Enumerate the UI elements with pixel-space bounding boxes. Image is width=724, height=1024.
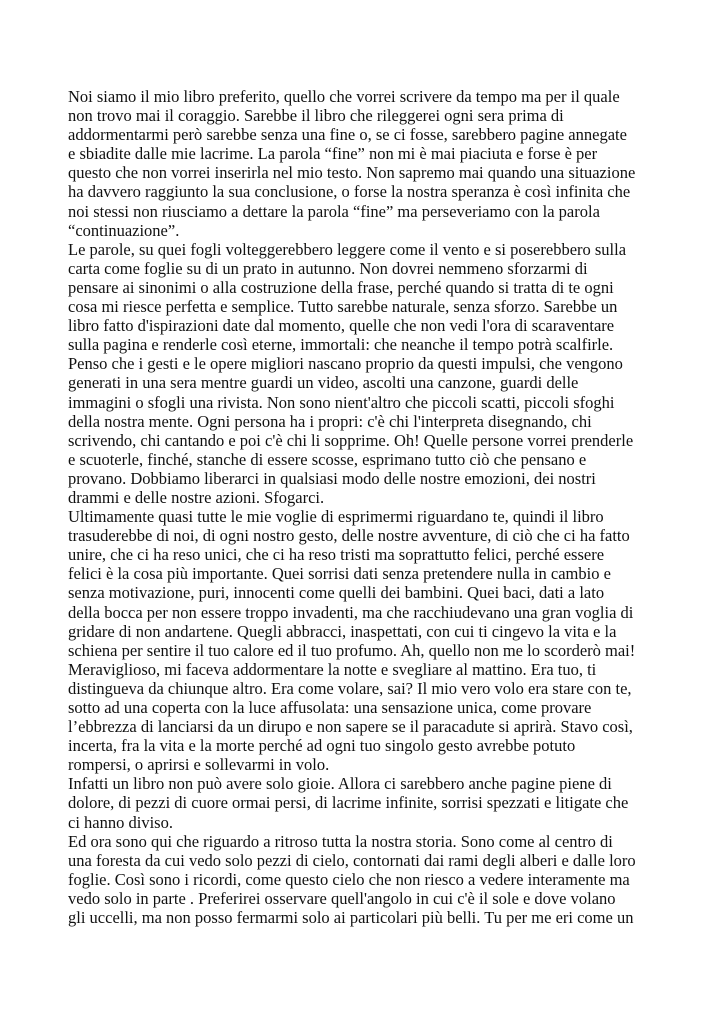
- text-line: questo che non vorrei inserirla nel mio testo. Non sapremo mai quando una situazione: [68, 163, 636, 183]
- text-line: “continuazione”.: [68, 220, 180, 240]
- document-body: [68, 87, 668, 927]
- text-line: foglie. Così sono i ricordi, come questo cielo che non riesco a vedere interamente ma: [68, 869, 630, 889]
- text-line: drammi e delle nostre azioni. Sfogarci.: [68, 487, 325, 507]
- text-line: felici è la cosa più importante. Quei sorrisi dati senza pretendere nulla in cambio e: [68, 564, 611, 584]
- text-line: Meraviglioso, mi faceva addormentare la notte e svegliare al mattino. Era tuo, ti: [68, 659, 597, 679]
- text-line: cosa mi riesce perfetta e semplice. Tutto sarebbe naturale, senza sforzo. Sarebbe un: [68, 297, 618, 317]
- text-line: rompersi, o aprirsi e sollevarmi in volo.: [68, 755, 330, 775]
- text-line: e sbiadite dalle mie lacrime. La parola “fine” non mi è mai piaciuta e forse è per: [68, 144, 598, 164]
- text-line: incerta, fra la vita e la morte perché ad ogni tuo singolo gesto avrebbe potuto: [68, 736, 576, 756]
- text-line: Ed ora sono qui che riguardo a ritroso tutta la nostra storia. Sono come al centro di: [68, 831, 613, 851]
- text-line: senza motivazione, puri, innocenti come quelli dei bambini. Quei baci, dati a lato: [68, 583, 605, 603]
- text-line: trasuderebbe di noi, di ogni nostro gesto, delle nostre avventure, di ciò che ci ha fatto: [68, 526, 630, 546]
- text-line: generati in una sera mentre guardi un video, ascolti una canzone, guardi delle: [68, 373, 579, 393]
- text-line: non trovo mai il coraggio. Sarebbe il libro che rileggerei ogni sera prima di: [68, 106, 564, 126]
- text-line: l’ebbrezza di lanciarsi da un dirupo e non sapere se il paracadute si aprirà. Stavo così,: [68, 717, 633, 737]
- text-line: sulla pagina e renderle così eterne, immortali: che neanche il tempo potrà scalfirle.: [68, 335, 614, 355]
- text-line: immagini o sfogli una rivista. Non sono nient'altro che piccoli scatti, piccoli sfoghi: [68, 392, 615, 412]
- text-line: e scuoterle, finché, stanche di essere scosse, esprimano tutto ciò che pensano e: [68, 449, 587, 469]
- text-line: dolore, di pezzi di cuore ormai persi, di lacrime infinite, sorrisi spezzati e litigate che: [68, 793, 629, 813]
- text-line: gli uccelli, ma non posso fermarmi solo ai particolari più belli. Tu per me eri come un: [68, 908, 634, 928]
- text-line: vedo solo in parte . Preferirei osservare quell'angolo in cui c'è il sole e dove volano: [68, 888, 616, 908]
- text-line: gridare di non andartene. Quegli abbracci, inaspettati, con cui ti cingevo la vita e la: [68, 621, 617, 641]
- text-line: della bocca per non essere troppo invadenti, ma che racchiudevano una gran voglia di: [68, 602, 634, 622]
- text-line: Penso che i gesti e le opere migliori nascano proprio da questi impulsi, che vengono: [68, 354, 623, 374]
- text-line: schiena per sentire il tuo calore ed il tuo profumo. Ah, quello non me lo scorderò mai!: [68, 640, 636, 660]
- text-line: Infatti un libro non può avere solo gioie. Allora ci sarebbero anche pagine piene di: [68, 774, 612, 794]
- text-line: Noi siamo il mio libro preferito, quello che vorrei scrivere da tempo ma per il quale: [68, 87, 620, 106]
- text-line: noi stessi non riusciamo a dettare la parola “fine” ma perseveriamo con la parola: [68, 201, 600, 221]
- text-line: provano. Dobbiamo liberarci in qualsiasi modo delle nostre emozioni, dei nostri: [68, 468, 596, 488]
- text-line: addormentarmi però sarebbe senza una fine o, se ci fosse, sarebbero pagine annegate: [68, 125, 627, 145]
- text-line: pensare ai sinonimi o alla costruzione della frase, perché quando si tratta di te ogni: [68, 277, 614, 297]
- text-line: sotto ad una coperta con la luce affusolata: una sensazione unica, come provare: [68, 698, 592, 717]
- text-line: ha davvero raggiunto la sua conclusione, o forse la nostra speranza è così infinita che: [68, 182, 631, 202]
- text-line: Le parole, su quei fogli volteggerebbero leggere come il vento e si poserebbero sulla: [68, 239, 627, 259]
- text-line: distingueva da chiunque altro. Era come volare, sai? Il mio vero volo era stare con te,: [68, 678, 632, 698]
- text-line: Ultimamente quasi tutte le mie voglie di esprimermi riguardano te, quindi il libro: [68, 507, 604, 527]
- text-line: della nostra mente. Ogni persona ha i propri: c'è chi l'interpreta disegnando, chi: [68, 411, 592, 431]
- text-line: carta come foglie su di un prato in autunno. Non dovrei nemmeno sforzarmi di: [68, 258, 588, 278]
- text-line: libro fatto d'ispirazioni date dal momento, quelle che non vedi l'ora di scaraventare: [68, 316, 615, 336]
- text-line: scrivendo, chi cantando e poi c'è chi li sopprime. Oh! Quelle persone vorrei prenderle: [68, 430, 634, 450]
- text-line: ci hanno diviso.: [68, 812, 173, 832]
- text-line: unire, che ci ha reso unici, che ci ha reso tristi ma soprattutto felici, perché essere: [68, 545, 605, 565]
- text-line: una foresta da cui vedo solo pezzi di cielo, contornati dai rami degli alberi e dalle loro: [68, 850, 636, 870]
